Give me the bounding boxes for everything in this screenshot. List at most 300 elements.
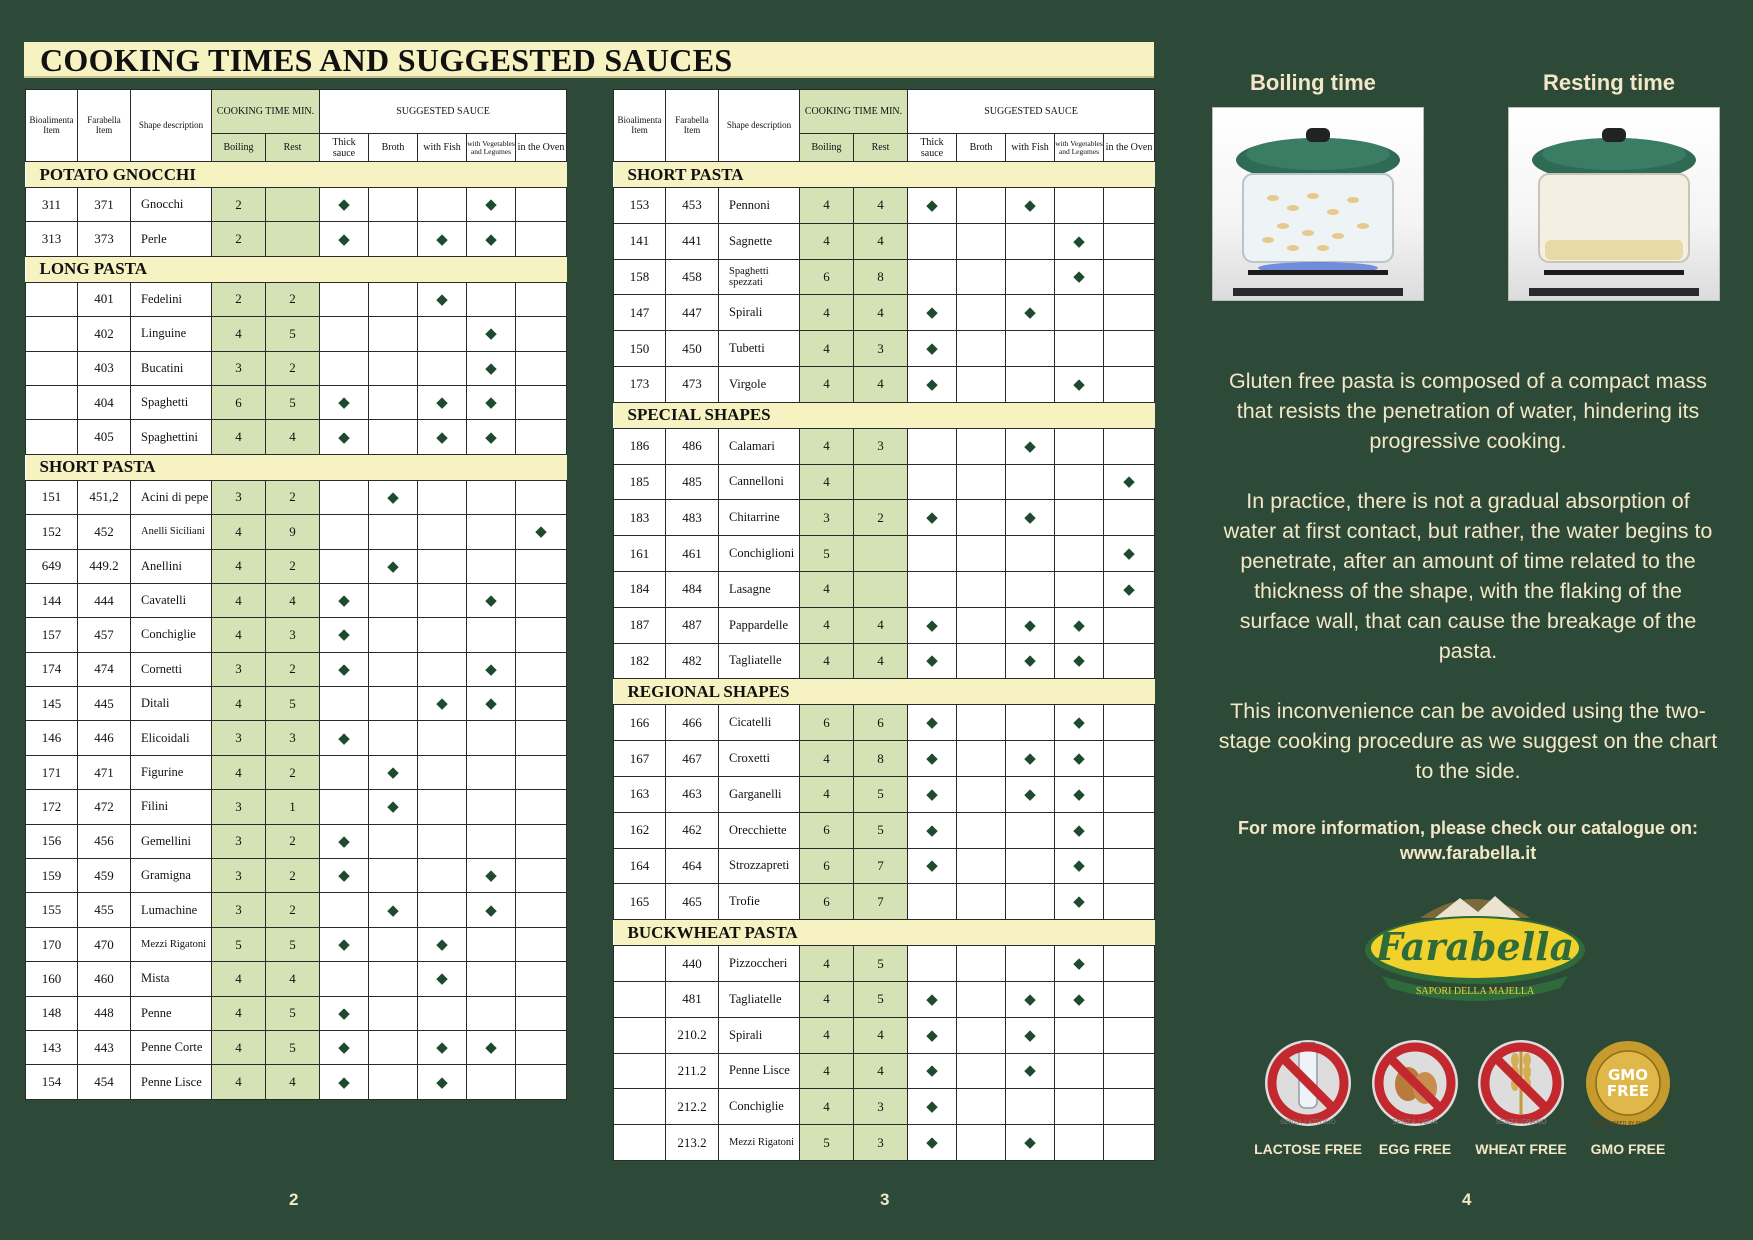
sauce-cell-thick-sauce (320, 1030, 369, 1064)
sauce-cell-broth (957, 500, 1006, 536)
farabella-item-cell: 449.2 (78, 549, 131, 583)
sauce-cell-with-fish (1006, 428, 1055, 464)
header-with-vegetables: with Vegetables and Legumes (467, 134, 516, 162)
sauce-cell-broth (369, 755, 418, 789)
boiling-pot-illustration (1213, 108, 1423, 300)
bioalimenta-item-cell: 144 (26, 583, 78, 617)
rest-time-cell: 4 (266, 1065, 320, 1099)
gmo-ring-text: GUARANTEED BY FARABELLA (1591, 1121, 1665, 1127)
sauce-cell-with-fish (1006, 1017, 1055, 1053)
sauce-cell-in-the-oven (516, 652, 567, 686)
rest-time-cell: 5 (266, 385, 320, 419)
boiling-time-cell: 4 (212, 687, 266, 721)
sauce-cell-broth (957, 607, 1006, 643)
sauce-cell-thick-sauce (320, 385, 369, 419)
boiling-time-cell: 4 (212, 549, 266, 583)
page-title: COOKING TIMES AND SUGGESTED SAUCES (24, 42, 1154, 78)
rest-time-cell: 7 (854, 848, 908, 884)
diamond-icon: ◆ (1123, 546, 1135, 563)
sauce-cell-with-vegetables (1055, 1053, 1104, 1089)
table-row (614, 188, 1155, 224)
table-row (26, 996, 567, 1030)
sauce-cell-with-vegetables (467, 721, 516, 755)
sauce-cell-broth (957, 259, 1006, 295)
catalogue-info-text: For more information, please check our catalogue on: (1237, 818, 1699, 838)
sauce-cell-with-vegetables (1055, 741, 1104, 777)
sauce-cell-in-the-oven (1104, 295, 1155, 331)
diamond-icon: ◆ (485, 197, 497, 214)
diamond-icon: ◆ (338, 1005, 350, 1022)
sauce-cell-in-the-oven (516, 962, 567, 996)
diamond-icon: ◆ (1073, 786, 1085, 803)
sauce-cell-in-the-oven (1104, 188, 1155, 224)
sauce-cell-in-the-oven (1104, 848, 1155, 884)
sauce-cell-with-fish (418, 893, 467, 927)
diamond-icon: ◆ (926, 822, 938, 839)
section-title: BUCKWHEAT PASTA (614, 920, 1155, 946)
bioalimenta-item-cell: 167 (614, 741, 666, 777)
table-row (614, 295, 1155, 331)
sauce-cell-in-the-oven (516, 996, 567, 1030)
rest-time-cell: 6 (854, 705, 908, 741)
farabella-item-cell: 452 (78, 515, 131, 549)
table-row (614, 571, 1155, 607)
diamond-icon: ◆ (485, 231, 497, 248)
rest-time-cell: 5 (854, 981, 908, 1017)
diamond-icon: ◆ (1024, 1027, 1036, 1044)
boiling-time-cell: 4 (800, 366, 854, 402)
sauce-cell-with-vegetables (1055, 1125, 1104, 1161)
rest-time-cell: 4 (854, 366, 908, 402)
sauce-cell-broth (957, 295, 1006, 331)
rest-time-cell: 3 (854, 1125, 908, 1161)
table-row (614, 536, 1155, 572)
rest-time-cell: 4 (854, 1053, 908, 1089)
rest-time-cell: 4 (854, 1017, 908, 1053)
bioalimenta-item-cell: 141 (614, 223, 666, 259)
sauce-cell-with-vegetables (467, 549, 516, 583)
header-shape-description: Shape description (719, 90, 800, 162)
table-row (26, 480, 567, 514)
bioalimenta-item-cell: 150 (614, 331, 666, 367)
table-row (26, 549, 567, 583)
farabella-item-cell: 465 (666, 884, 719, 920)
farabella-item-cell: 482 (666, 643, 719, 679)
boiling-time-cell: 4 (212, 962, 266, 996)
bioalimenta-item-cell: 154 (26, 1065, 78, 1099)
sauce-cell-in-the-oven (1104, 812, 1155, 848)
farabella-item-cell: 405 (78, 420, 131, 454)
table-row (26, 859, 567, 893)
farabella-item-cell: 210.2 (666, 1017, 719, 1053)
sauce-cell-with-fish (1006, 607, 1055, 643)
rest-time-cell: 5 (266, 996, 320, 1030)
diamond-icon: ◆ (1024, 438, 1036, 455)
table-row (614, 259, 1155, 295)
boiling-time-cell: 3 (212, 824, 266, 858)
sauce-cell-in-the-oven (1104, 705, 1155, 741)
boiling-time-cell: 4 (212, 618, 266, 652)
diamond-icon: ◆ (926, 858, 938, 875)
boiling-pot-photo (1212, 107, 1424, 301)
sauce-cell-in-the-oven (1104, 366, 1155, 402)
sauce-cell-thick-sauce (320, 721, 369, 755)
sauce-cell-with-fish (1006, 259, 1055, 295)
sauce-cell-thick-sauce (908, 464, 957, 500)
boiling-time-cell: 6 (800, 812, 854, 848)
sauce-cell-with-vegetables (467, 420, 516, 454)
sauce-cell-thick-sauce (320, 549, 369, 583)
sauce-cell-broth (369, 687, 418, 721)
sauce-cell-with-fish (1006, 1125, 1055, 1161)
sauce-cell-with-vegetables (1055, 331, 1104, 367)
sauce-cell-in-the-oven (516, 687, 567, 721)
sauce-cell-in-the-oven (516, 317, 567, 351)
sauce-cell-in-the-oven (1104, 741, 1155, 777)
farabella-item-cell: 460 (78, 962, 131, 996)
egg-free-label: EGG FREE (1378, 1141, 1452, 1157)
farabella-item-cell: 472 (78, 790, 131, 824)
farabella-item-cell: 446 (78, 721, 131, 755)
sauce-cell-with-vegetables (1055, 223, 1104, 259)
rest-time-cell: 2 (266, 351, 320, 385)
boiling-time-cell: 4 (800, 607, 854, 643)
sauce-cell-broth (957, 1053, 1006, 1089)
boiling-time-cell: 3 (800, 500, 854, 536)
rest-time-cell: 2 (266, 282, 320, 316)
wheat-ring-text: SENZA GRANO (1495, 1118, 1547, 1126)
diamond-icon: ◆ (387, 489, 399, 506)
diamond-icon: ◆ (485, 360, 497, 377)
diamond-icon: ◆ (926, 305, 938, 322)
sauce-cell-with-fish (1006, 295, 1055, 331)
sauce-cell-with-vegetables (1055, 776, 1104, 812)
rest-time-cell: 4 (266, 420, 320, 454)
table-row (614, 366, 1155, 402)
rest-time-cell: 9 (266, 515, 320, 549)
sauce-cell-with-fish (418, 282, 467, 316)
rest-time-cell: 5 (854, 812, 908, 848)
farabella-item-cell: 213.2 (666, 1125, 719, 1161)
wheat-free-label: WHEAT FREE (1475, 1141, 1567, 1157)
diamond-icon: ◆ (926, 1063, 938, 1080)
shape-description-cell: Calamari (719, 428, 800, 464)
diamond-icon: ◆ (338, 833, 350, 850)
sauce-cell-in-the-oven (516, 385, 567, 419)
bioalimenta-item-cell: 313 (26, 222, 78, 256)
farabella-item-cell: 473 (666, 366, 719, 402)
header-cooking-time: COOKING TIME MIN. (800, 90, 908, 134)
shape-description-cell: Croxetti (719, 741, 800, 777)
header-thick-sauce: Thick sauce (320, 134, 369, 162)
boiling-time-cell: 3 (212, 790, 266, 824)
page-number-3: 3 (880, 1190, 890, 1209)
header-with-fish: with Fish (418, 134, 467, 162)
sauce-cell-in-the-oven (1104, 223, 1155, 259)
sauce-cell-thick-sauce (908, 366, 957, 402)
sauce-cell-with-vegetables (467, 755, 516, 789)
shape-description-cell: Acini di pepe (131, 480, 212, 514)
sauce-cell-broth (369, 480, 418, 514)
sauce-cell-with-fish (1006, 223, 1055, 259)
boiling-time-cell: 3 (212, 721, 266, 755)
farabella-item-cell: 471 (78, 755, 131, 789)
sauce-cell-thick-sauce (908, 946, 957, 982)
diamond-icon: ◆ (1073, 269, 1085, 286)
boiling-time-cell: 4 (800, 776, 854, 812)
bioalimenta-item-cell (26, 317, 78, 351)
sauce-cell-broth (957, 223, 1006, 259)
header-farabella-item: Farabella Item (78, 90, 131, 162)
sauce-cell-in-the-oven (1104, 1053, 1155, 1089)
sauce-cell-thick-sauce (908, 705, 957, 741)
farabella-item-cell: 401 (78, 282, 131, 316)
bioalimenta-item-cell: 147 (614, 295, 666, 331)
sauce-cell-with-fish (1006, 812, 1055, 848)
bioalimenta-item-cell: 172 (26, 790, 78, 824)
bioalimenta-item-cell: 183 (614, 500, 666, 536)
table-row (26, 721, 567, 755)
sauce-cell-with-fish (418, 824, 467, 858)
sauce-cell-with-fish (418, 721, 467, 755)
rest-time-cell: 4 (266, 962, 320, 996)
sauce-cell-with-fish (418, 755, 467, 789)
diamond-icon: ◆ (926, 1099, 938, 1116)
boiling-time-cell: 4 (212, 583, 266, 617)
diamond-icon: ◆ (926, 510, 938, 527)
sauce-cell-in-the-oven (516, 824, 567, 858)
farabella-item-cell: 487 (666, 607, 719, 643)
shape-description-cell: Mezzi Rigatoni (131, 927, 212, 961)
diamond-icon: ◆ (436, 971, 448, 988)
egg-ring-text: SENZA UOVA (1392, 1118, 1438, 1126)
table-row (26, 385, 567, 419)
shape-description-cell: Chitarrine (719, 500, 800, 536)
sauce-cell-thick-sauce (320, 962, 369, 996)
shape-description-cell: Cannelloni (719, 464, 800, 500)
farabella-item-cell: 373 (78, 222, 131, 256)
shape-description-cell: Strozzapreti (719, 848, 800, 884)
sauce-cell-thick-sauce (908, 536, 957, 572)
bioalimenta-item-cell: 143 (26, 1030, 78, 1064)
sauce-cell-with-vegetables (467, 385, 516, 419)
farabella-item-cell: 453 (666, 188, 719, 224)
rest-time-cell: 2 (266, 893, 320, 927)
egg-icon (1370, 1038, 1460, 1128)
sauce-cell-with-vegetables (467, 282, 516, 316)
table-row (614, 981, 1155, 1017)
farabella-item-cell: 451,2 (78, 480, 131, 514)
boiling-time-cell: 4 (800, 464, 854, 500)
sauce-cell-in-the-oven (516, 790, 567, 824)
section-header-row (614, 162, 1155, 188)
diamond-icon: ◆ (436, 395, 448, 412)
sauce-cell-thick-sauce (320, 893, 369, 927)
sauce-cell-in-the-oven (516, 755, 567, 789)
sauce-cell-thick-sauce (908, 776, 957, 812)
sauce-cell-broth (369, 962, 418, 996)
sauce-cell-with-vegetables (467, 652, 516, 686)
bioalimenta-item-cell: 160 (26, 962, 78, 996)
farabella-logo (1360, 888, 1590, 1003)
section-header-row (614, 679, 1155, 705)
diamond-icon: ◆ (926, 991, 938, 1008)
shape-description-cell: Orecchiette (719, 812, 800, 848)
diamond-icon: ◆ (485, 593, 497, 610)
boiling-time-cell: 6 (212, 385, 266, 419)
sauce-cell-with-fish (1006, 571, 1055, 607)
diamond-icon: ◆ (485, 326, 497, 343)
wheat-free-badge (1476, 1038, 1566, 1128)
sauce-cell-broth (957, 1017, 1006, 1053)
table-row (614, 812, 1155, 848)
rest-time-cell: 4 (854, 223, 908, 259)
sauce-cell-thick-sauce (908, 223, 957, 259)
section-header-row (614, 402, 1155, 428)
sauce-cell-broth (369, 282, 418, 316)
table-row (26, 282, 567, 316)
bioalimenta-item-cell (26, 420, 78, 454)
sauce-cell-broth (957, 776, 1006, 812)
sauce-cell-with-vegetables (1055, 1017, 1104, 1053)
shape-description-cell: Pizzoccheri (719, 946, 800, 982)
diamond-icon: ◆ (926, 617, 938, 634)
diamond-icon: ◆ (338, 868, 350, 885)
header-with-vegetables: with Vegetables and Legumes (1055, 134, 1104, 162)
shape-description-cell: Conchiglioni (719, 536, 800, 572)
diamond-icon: ◆ (1073, 956, 1085, 973)
boiling-time-cell: 4 (800, 1017, 854, 1053)
bioalimenta-item-cell (26, 385, 78, 419)
sauce-cell-with-vegetables (467, 824, 516, 858)
sauce-cell-in-the-oven (1104, 643, 1155, 679)
diamond-icon: ◆ (1073, 653, 1085, 670)
boiling-time-cell: 2 (212, 188, 266, 222)
sauce-cell-with-vegetables (467, 618, 516, 652)
resting-pot-photo (1508, 107, 1720, 301)
table-row (26, 317, 567, 351)
sauce-cell-in-the-oven (516, 721, 567, 755)
sauce-cell-with-vegetables (1055, 259, 1104, 295)
rest-time-cell: 4 (266, 583, 320, 617)
table-row (26, 222, 567, 256)
bioalimenta-item-cell: 173 (614, 366, 666, 402)
sauce-cell-in-the-oven (516, 927, 567, 961)
rest-time-cell (266, 188, 320, 222)
shape-description-cell: Tagliatelle (719, 981, 800, 1017)
gmo-free-label: GMO FREE (1590, 1141, 1666, 1157)
sauce-cell-thick-sauce (908, 1125, 957, 1161)
sauce-cell-with-fish (418, 583, 467, 617)
sauce-cell-in-the-oven (516, 618, 567, 652)
diamond-icon: ◆ (1024, 786, 1036, 803)
shape-description-cell: Lasagne (719, 571, 800, 607)
rest-time-cell: 3 (266, 618, 320, 652)
rest-time-cell: 8 (854, 259, 908, 295)
sauce-cell-thick-sauce (320, 618, 369, 652)
sauce-cell-thick-sauce (320, 351, 369, 385)
diamond-icon: ◆ (1024, 1135, 1036, 1152)
diamond-icon: ◆ (387, 799, 399, 816)
diamond-icon: ◆ (926, 1135, 938, 1152)
cooking-table-right (613, 89, 1155, 1161)
sauce-cell-thick-sauce (908, 331, 957, 367)
milk-bottle-icon (1263, 1038, 1353, 1128)
diamond-icon: ◆ (1123, 581, 1135, 598)
shape-description-cell: Virgole (719, 366, 800, 402)
sauce-cell-with-fish (1006, 884, 1055, 920)
farabella-item-cell: 464 (666, 848, 719, 884)
sauce-cell-in-the-oven (516, 893, 567, 927)
farabella-item-cell: 443 (78, 1030, 131, 1064)
shape-description-cell: Penne Lisce (719, 1053, 800, 1089)
table-row (26, 1030, 567, 1064)
diamond-icon: ◆ (926, 653, 938, 670)
sauce-cell-thick-sauce (320, 1065, 369, 1099)
sauce-cell-in-the-oven (516, 549, 567, 583)
sauce-cell-in-the-oven (516, 420, 567, 454)
header-boiling: Boiling (800, 134, 854, 162)
sauce-cell-with-vegetables (467, 583, 516, 617)
shape-description-cell: Mezzi Rigatoni (719, 1125, 800, 1161)
boiling-time-cell: 3 (212, 351, 266, 385)
sauce-cell-in-the-oven (516, 583, 567, 617)
bioalimenta-item-cell (614, 1017, 666, 1053)
sauce-cell-broth (369, 515, 418, 549)
sauce-cell-in-the-oven (1104, 884, 1155, 920)
header-suggested-sauce: SUGGESTED SAUCE (908, 90, 1155, 134)
sauce-cell-with-fish (1006, 946, 1055, 982)
diamond-icon: ◆ (338, 1040, 350, 1057)
sauce-cell-broth (957, 1089, 1006, 1125)
catalogue-url[interactable]: www.farabella.it (1399, 843, 1537, 863)
sauce-cell-with-vegetables (467, 480, 516, 514)
bioalimenta-item-cell: 163 (614, 776, 666, 812)
sauce-cell-in-the-oven (1104, 946, 1155, 982)
sauce-cell-with-fish (418, 996, 467, 1030)
table-row (26, 652, 567, 686)
rest-time-cell (854, 536, 908, 572)
table-row (614, 428, 1155, 464)
sauce-cell-thick-sauce (908, 295, 957, 331)
sauce-cell-with-vegetables (467, 893, 516, 927)
sauce-cell-in-the-oven (1104, 776, 1155, 812)
boiling-time-cell: 4 (800, 741, 854, 777)
boiling-time-cell: 5 (212, 927, 266, 961)
shape-description-cell: Penne Corte (131, 1030, 212, 1064)
lactose-free-label: LACTOSE FREE (1254, 1141, 1362, 1157)
sauce-cell-broth (369, 996, 418, 1030)
bioalimenta-item-cell: 166 (614, 705, 666, 741)
shape-description-cell: Spirali (719, 1017, 800, 1053)
shape-description-cell: Conchiglie (131, 618, 212, 652)
boiling-time-cell: 4 (800, 223, 854, 259)
diamond-icon: ◆ (1024, 617, 1036, 634)
sauce-cell-thick-sauce (908, 259, 957, 295)
diamond-icon: ◆ (485, 868, 497, 885)
bioalimenta-item-cell (614, 1125, 666, 1161)
diamond-icon: ◆ (1073, 715, 1085, 732)
sauce-cell-with-vegetables (1055, 464, 1104, 500)
diamond-icon: ◆ (485, 1040, 497, 1057)
table-row (26, 824, 567, 858)
table-row (26, 790, 567, 824)
sauce-cell-with-vegetables (1055, 500, 1104, 536)
rest-time-cell: 5 (854, 946, 908, 982)
sauce-cell-with-vegetables (1055, 1089, 1104, 1125)
sauce-cell-with-fish (1006, 536, 1055, 572)
boiling-time-cell: 4 (212, 1030, 266, 1064)
